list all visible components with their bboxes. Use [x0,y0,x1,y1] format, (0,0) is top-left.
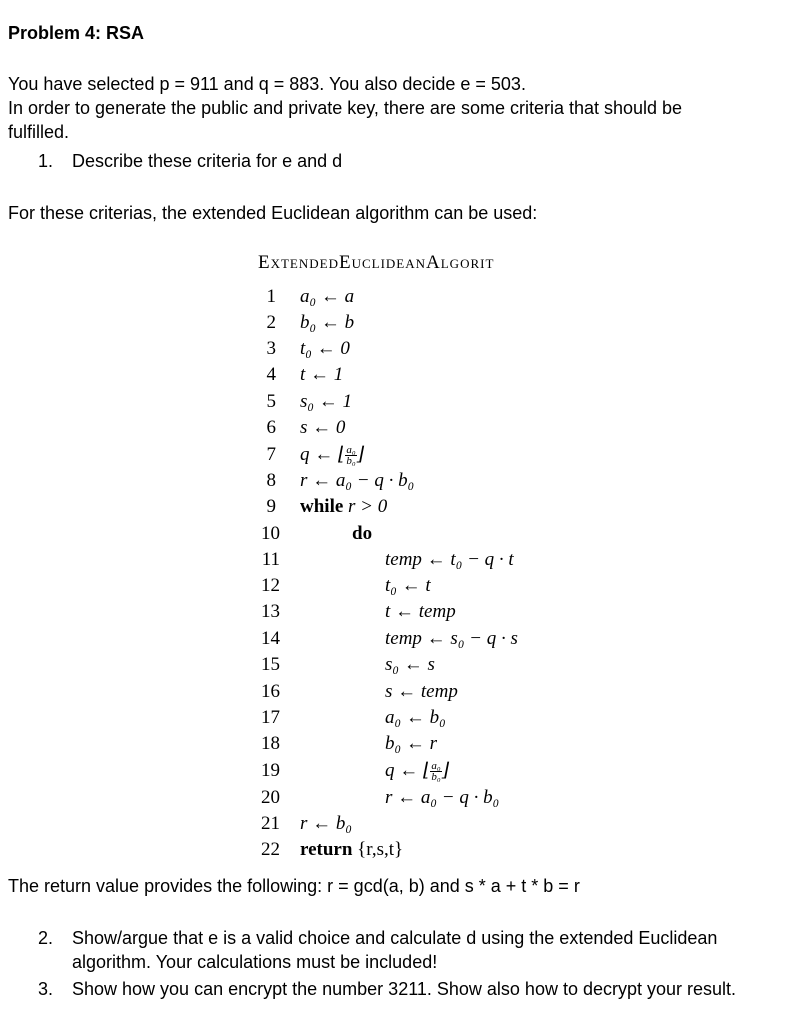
floor-open: q ← ⌊ [300,444,346,465]
algorithm-line-22 [300,838,403,862]
floor-close: ⌋ [356,444,365,465]
algorithm-line-4: t ← 1 [300,364,344,385]
floor-open: q ← ⌊ [385,760,431,781]
question-2-text-line-2: algorithm. Your calculations must be included! [72,952,438,972]
line-number: 15 [261,654,280,675]
algorithm-line-14: temp ← s₀ − q · s [385,628,518,649]
line-number: 16 [261,681,280,702]
question-1-text: Describe these criteria for e and d [72,151,343,171]
fraction-numerator: a₀ [346,444,356,457]
algorithm-line-7 [300,443,364,467]
algorithm-line-18: b₀ ← r [385,733,437,754]
algorithm-line-3: t₀ ← 0 [300,338,350,359]
line-number: 2 [266,312,276,333]
line-number: 4 [266,364,276,385]
algorithm-line-15: s₀ ← s [385,654,435,675]
line-number: 10 [261,523,280,544]
return-value-description: The return value provides the following: r = gcd(a, b) and s * a + t * b = r [8,876,580,896]
algorithm-line-6: s ← 0 [300,417,346,438]
algorithm-line-5: s₀ ← 1 [300,391,352,412]
line-number: 13 [261,601,280,622]
line-number: 12 [261,575,280,596]
question-2 [38,926,717,950]
algorithm-line-17: a₀ ← b₀ [385,707,446,728]
line-number: 19 [261,760,280,781]
line-number: 11 [261,549,280,570]
algorithm-line-12: t₀ ← t [385,575,431,596]
question-3 [38,977,736,1001]
algorithm-line-20: r ← a₀ − q · b₀ [385,787,500,808]
keyword-while: while [300,496,344,517]
line-number: 21 [261,813,280,834]
algorithm-line-19 [385,759,449,783]
fraction [430,761,441,782]
line-number: 9 [266,496,276,517]
question-1 [38,149,342,173]
line-number: 6 [266,417,276,438]
intro-line-2: In order to generate the public and private key, there are some criteria that should be [8,98,683,118]
keyword-return: return [300,839,353,860]
line-number: 18 [261,733,280,754]
question-1-number: 1. [38,151,54,171]
algorithm-line-2: b₀ ← b [300,312,355,333]
line-number: 1 [266,286,276,307]
algorithm-line-8: r ← a₀ − q · b₀ [300,470,415,491]
algorithm-title: ExtendedEuclideanAlgorit [258,252,495,273]
line-number: 3 [266,338,276,359]
line-number: 22 [261,839,280,860]
problem-title: Problem 4: RSA [8,23,145,43]
line-number: 20 [261,787,280,808]
algorithm-lead-text: For these criterias, the extended Euclidean algorithm can be used: [8,203,538,223]
keyword-do: do [352,523,373,544]
line-number: 5 [266,391,276,412]
question-2-number: 2. [38,928,54,948]
line-number: 17 [261,707,280,728]
algorithm-line-1: a₀ ← a [300,286,355,307]
algorithm-line-16: s ← temp [385,681,458,702]
line-number: 8 [266,470,276,491]
algorithm-line-9 [300,495,387,519]
algorithm-line-11: temp ← t₀ − q · t [385,549,514,570]
question-2-text-line-1: Show/argue that e is a valid choice and calculate d using the extended Euclidean [72,928,718,948]
intro-line-3: fulfilled. [8,122,70,142]
fraction-denominator: b₀ [346,455,356,468]
question-3-text: Show how you can encrypt the number 3211. Show also how to decrypt your result. [72,979,737,999]
line-number: 14 [261,628,280,649]
fraction-denominator: b₀ [431,771,441,784]
intro-line-1: You have selected p = 911 and q = 883. You also decide e = 503. [8,74,526,94]
return-value: {r,s,t} [357,839,404,860]
fraction [345,445,356,466]
while-condition: r > 0 [348,496,388,517]
question-3-number: 3. [38,979,54,999]
algorithm-line-13: t ← temp [385,601,456,622]
algorithm-line-21: r ← b₀ [300,813,352,834]
fraction-numerator: a₀ [431,760,441,773]
line-number: 7 [266,444,276,465]
floor-close: ⌋ [441,760,450,781]
